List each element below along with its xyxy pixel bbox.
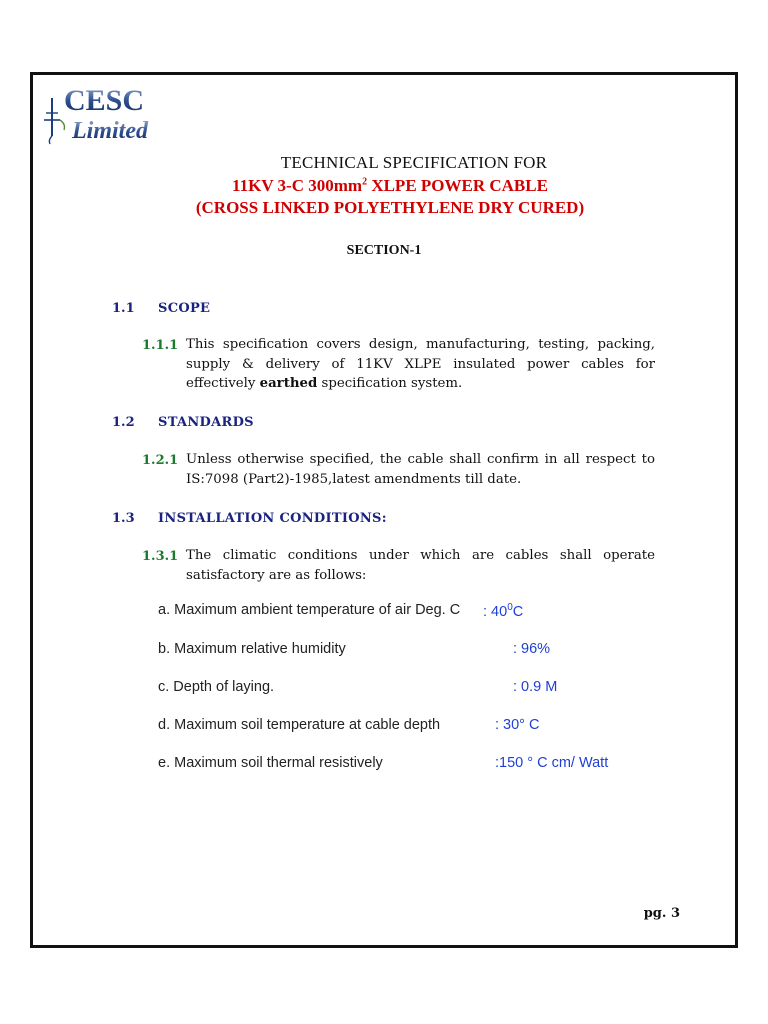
svg-text:CESC: CESC [64,84,145,117]
subsection-1-1-1-number: 1.1.1 [142,338,179,353]
section-1-3-heading: 1.3 [112,511,135,526]
page-number: pg. 3 [643,906,680,921]
section-1-2-title: STANDARDS [158,415,254,430]
condition-b-value: : 96% [513,641,551,657]
section-1-3-title: INSTALLATION CONDITIONS: [158,511,387,526]
tower-icon [44,98,65,144]
condition-b-label: b. Maximum relative humidity [158,641,346,657]
title-line-2: 11KV 3-C $300mm^2$ XLPE POWER CABLE [232,176,548,195]
condition-d-value: : 30° C [495,717,540,733]
subsection-1-2-1-number: 1.2.1 [142,453,179,468]
subsection-1-3-1-number: 1.3.1 [142,549,179,564]
section-1-1-title: SCOPE [158,301,211,316]
svg-text:Limited: Limited [72,118,148,144]
title-line-1: TECHNICAL SPECIFICATION FOR [280,153,548,172]
condition-d-label: d. Maximum soil temperature at cable depth [158,717,441,733]
title-line-3: (CROSS LINKED POLYETHYLENE DRY CURED) [195,198,585,217]
cesc-logo [40,80,152,148]
subsection-1-2-1-text: Unless otherwise specified, the cable shall confirm in all respect to IS:7098 (Part2)-1985,latest amendments till date. [186,452,655,487]
section-1-2-heading: 1.2 [112,415,135,430]
section-heading: SECTION-1 [346,243,422,258]
condition-a-label: a. Maximum ambient temperature of air Deg. C [158,602,461,618]
subsection-1-3-1-text: The climatic conditions under which are cables shall operate satisfactory are as follows: [186,548,655,583]
condition-c-value: : 0.9 M [513,679,558,695]
condition-c-label: c. Depth of laying. [158,679,275,695]
condition-a-value: : $40^0C$ [483,602,524,620]
section-1-1-heading: 1.1 [112,301,135,316]
condition-e-label: e. Maximum soil thermal resistively [158,755,383,771]
subsection-1-1-1-text: This specification covers design, manufacturing, testing, packing, supply & delivery of 11KV XLPE insulated power cables for effectively earthed specification system. [186,337,655,391]
condition-e-value: :150 ° C cm/ Watt [495,755,609,771]
